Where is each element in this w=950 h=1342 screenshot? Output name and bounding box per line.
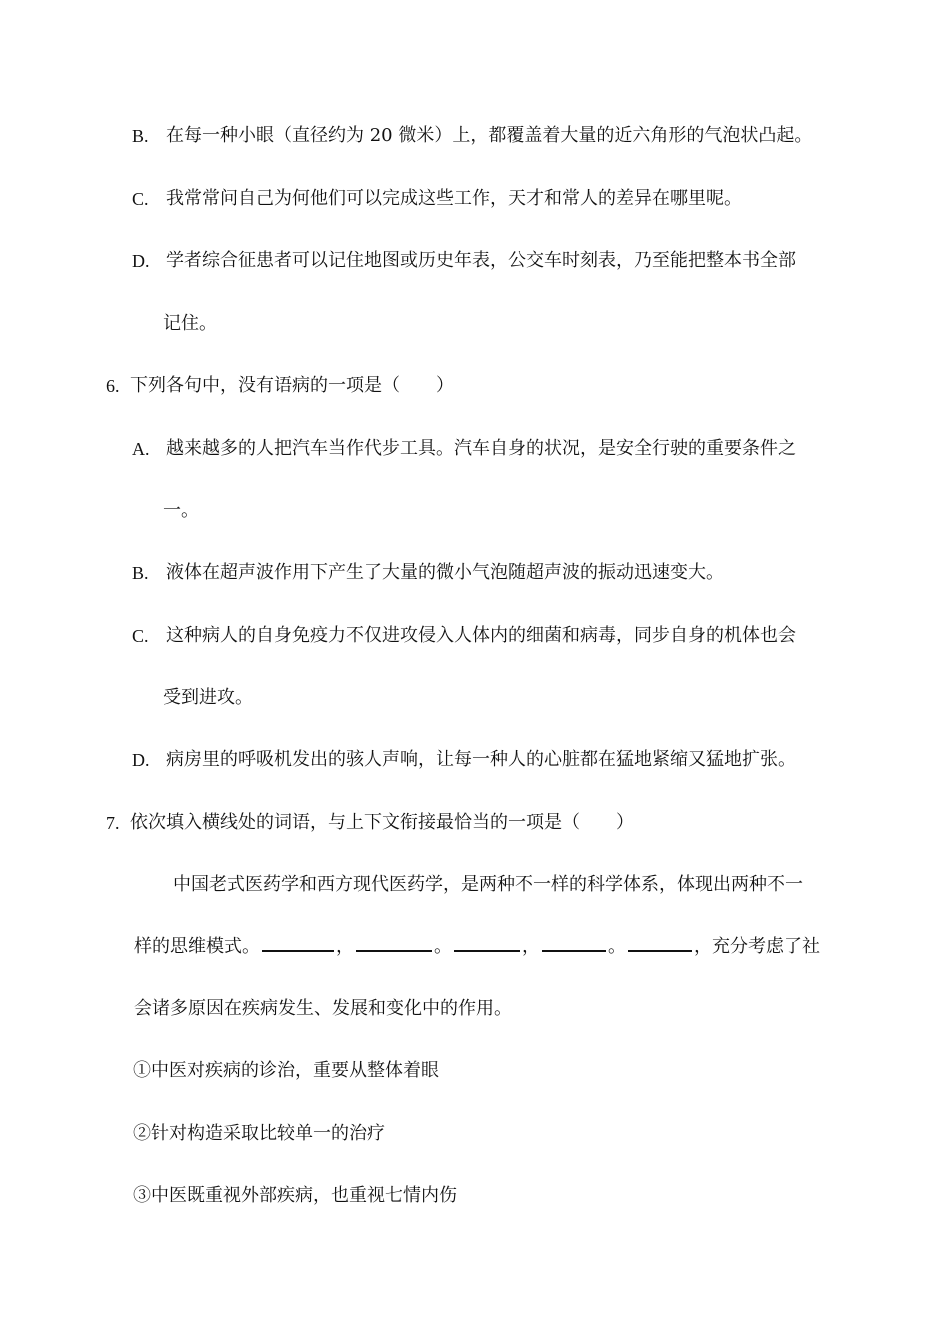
q6-option-c: [0, 621, 950, 651]
fill-blank-5: [628, 932, 692, 952]
q7-item-3: [0, 1181, 950, 1211]
option-text-continued: 一。: [163, 500, 199, 521]
option-label: C.: [132, 189, 149, 209]
fill-blank-4: [542, 932, 606, 952]
q7-item-1: [0, 1056, 950, 1086]
option-text-continued: 记住。: [163, 313, 217, 334]
q6-stem: [0, 371, 950, 401]
question-number: 6.: [106, 376, 120, 396]
question-stem: 下列各句中，没有语病的一项是（ ）: [130, 375, 454, 396]
q7-passage-line-3: [0, 994, 950, 1024]
blank-separator: ，: [336, 936, 354, 957]
numbered-item: ②针对构造采取比较单一的治疗: [133, 1123, 385, 1144]
fill-blank-1: [262, 932, 334, 952]
q6-option-c-continued: [0, 683, 950, 713]
option-label: B.: [132, 563, 149, 583]
option-label: D.: [132, 750, 150, 770]
option-text: 越来越多的人把汽车当作代步工具。汽车自身的状况，是安全行驶的重要条件之: [166, 438, 796, 459]
fill-blank-2: [356, 932, 432, 952]
q6-option-a-continued: [0, 496, 950, 526]
passage-text-with-blanks: [134, 932, 820, 962]
q6-option-a: [0, 434, 950, 464]
blank-separator: ，: [522, 936, 540, 957]
option-label: C.: [132, 626, 149, 646]
option-label: A.: [132, 439, 150, 459]
option-text: 这种病人的自身免疫力不仅进攻侵入人体内的细菌和病毒，同步自身的机体也会: [166, 625, 796, 646]
option-text-continued: 受到进攻。: [163, 687, 253, 708]
option-text: 我常常问自己为何他们可以完成这些工作，天才和常人的差异在哪里呢。: [166, 188, 742, 209]
option-text: 液体在超声波作用下产生了大量的微小气泡随超声波的振动迅速变大。: [166, 562, 724, 583]
option-label: B.: [132, 126, 149, 146]
q7-passage-line-1: [0, 870, 950, 900]
option-label: D.: [132, 251, 150, 271]
blank-separator: 。: [608, 936, 626, 957]
q7-passage-line-2: [0, 932, 950, 962]
q6-option-b: [0, 558, 950, 588]
q5-option-d-continued: [0, 309, 950, 339]
blank-separator: 。: [434, 936, 452, 957]
q5-option-c: [0, 184, 950, 214]
fill-blank-3: [454, 932, 520, 952]
numbered-item: ①中医对疾病的诊治，重要从整体着眼: [133, 1060, 439, 1081]
numbered-item: ③中医既重视外部疾病，也重视七情内伤: [133, 1185, 457, 1206]
passage-text: ，充分考虑了社: [694, 936, 820, 957]
passage-text: 中国老式医药学和西方现代医药学，是两种不一样的科学体系，体现出两种不一: [173, 874, 803, 895]
q5-option-d: [0, 246, 950, 276]
q7-stem: [0, 808, 950, 838]
passage-text: 样的思维模式。: [134, 936, 260, 957]
q7-item-2: [0, 1119, 950, 1149]
option-text: 学者综合征患者可以记住地图或历史年表，公交车时刻表，乃至能把整本书全部: [166, 250, 796, 271]
q6-option-d: [0, 745, 950, 775]
question-number: 7.: [106, 813, 120, 833]
passage-text: 会诸多原因在疾病发生、发展和变化中的作用。: [134, 998, 512, 1019]
question-stem: 依次填入横线处的词语，与上下文衔接最恰当的一项是（ ）: [130, 812, 634, 833]
q5-option-b: [0, 121, 950, 151]
option-text: 病房里的呼吸机发出的骇人声响，让每一种人的心脏都在猛地紧缩又猛地扩张。: [166, 749, 796, 770]
option-text: 在每一种小眼（直径约为 20 微米）上，都覆盖着大量的近六角形的气泡状凸起。: [166, 125, 813, 146]
